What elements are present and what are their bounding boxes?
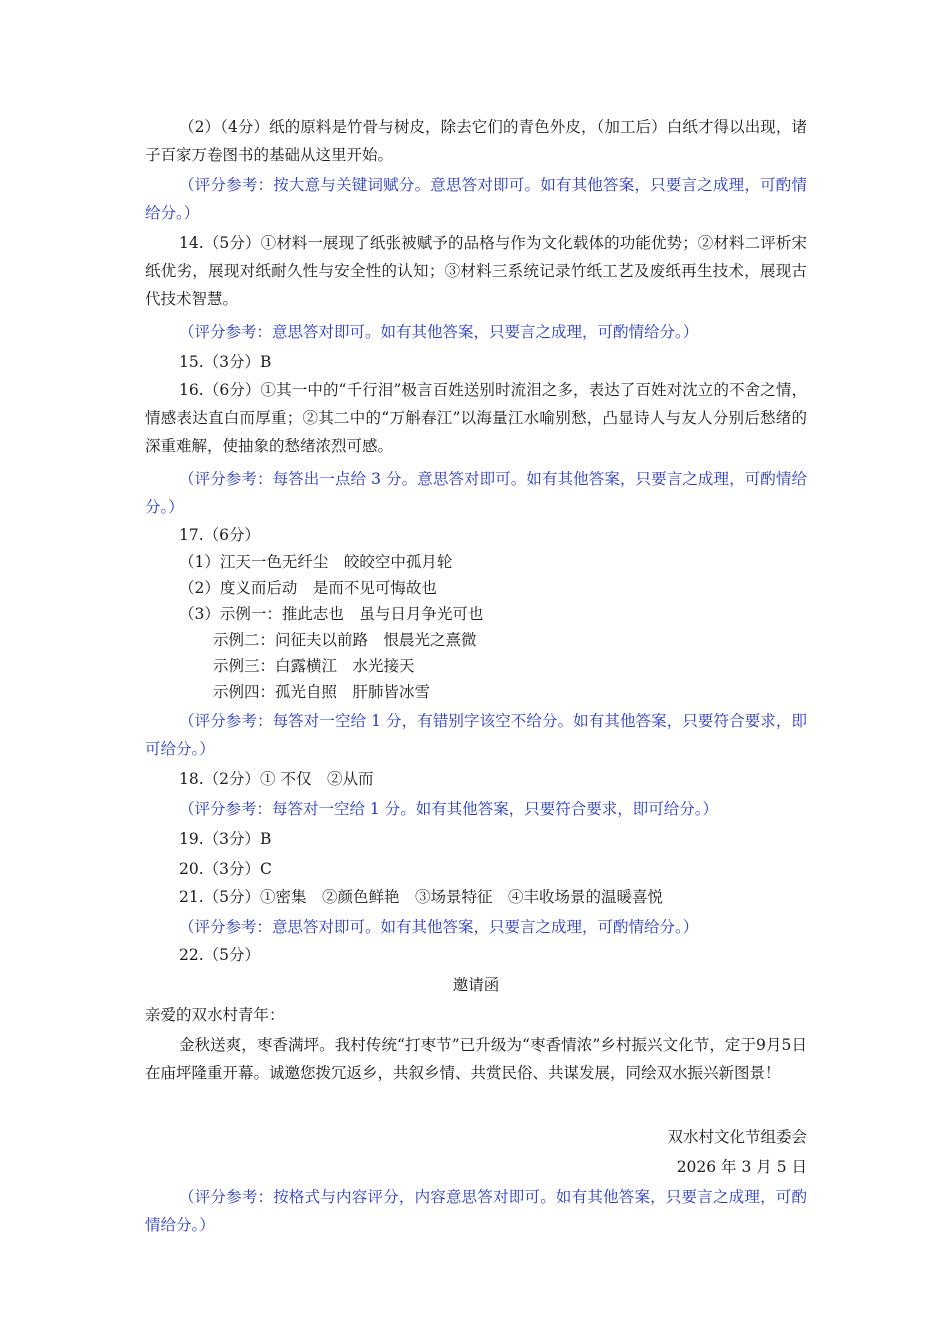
scoring-note-16: （评分参考：每答出一点给 3 分。意思答对即可。如有其他答案，只要言之成理，可酌情给分。） <box>145 470 807 516</box>
answer-17-example-2: 示例二：问征夫以前路 恨晨光之熹微 <box>213 631 477 649</box>
letter-date: 2026 年 3 月 5 日 <box>676 1158 807 1176</box>
scoring-note-14: （评分参考：意思答对即可。如有其他答案，只要言之成理，可酌情给分。） <box>179 323 699 341</box>
answer-17-example-3: 示例三：白露横江 水光接天 <box>213 657 415 675</box>
scoring-note-18: （评分参考：每答对一空给 1 分。如有其他答案，只要符合要求，即可给分。） <box>179 800 718 818</box>
answer-13-2: （2）（4分）纸的原料是竹骨与树皮，除去它们的青色外皮，（加工后）白纸才得以出现，诸子百家万卷图书的基础从这里开始。 <box>145 118 807 164</box>
letter-body: 金秋送爽，枣香满坪。我村传统“打枣节”已升级为“枣香情浓”乡村振兴文化节，定于9月5日在庙坪隆重开幕。诚邀您拨冗返乡，共叙乡情、共赏民俗、共谋发展，同绘双水振兴新图景！ <box>145 1036 807 1082</box>
answer-16: 16.（6分）①其一中的“千行泪”极言百姓送别时流泪之多，表达了百姓对沈立的不舍之情，情感表达直白而厚重；②其二中的“万斛春江”以海量江水喻别愁，凸显诗人与友人分别后愁绪的深重难解，使抽象的愁绪浓烈可感。 <box>145 381 807 455</box>
letter-salutation: 亲爱的双水村青年： <box>145 1006 285 1024</box>
answer-22: 22.（5分） <box>179 946 261 964</box>
letter-title: 邀请函 <box>452 976 500 994</box>
answer-17-2: （2）度义而后动 是而不见可悔故也 <box>179 579 437 597</box>
letter-sender: 双水村文化节组委会 <box>667 1128 807 1146</box>
scoring-note-22: （评分参考：按格式与内容评分，内容意思答对即可。如有其他答案，只要言之成理，可酌情给分。） <box>145 1188 807 1234</box>
scoring-note-21: （评分参考：意思答对即可。如有其他答案，只要言之成理，可酌情给分。） <box>179 918 699 936</box>
answer-17: 17.（6分） <box>179 526 261 544</box>
answer-17-1: （1）江天一色无纤尘 皎皎空中孤月轮 <box>179 553 453 571</box>
scoring-note-13-2: （评分参考：按大意与关键词赋分。意思答对即可。如有其他答案，只要言之成理，可酌情给分。） <box>145 176 807 222</box>
answer-15: 15.（3分）B <box>179 353 272 371</box>
scoring-note-17: （评分参考：每答对一空给 1 分，有错别字该空不给分。如有其他答案，只要符合要求，即可给分。） <box>145 712 807 758</box>
answer-17-example-4: 示例四：孤光自照 肝肺皆冰雪 <box>213 683 431 701</box>
answer-14: 14.（5分）①材料一展现了纸张被赋予的品格与作为文化载体的功能优势；②材料二评析宋纸优劣，展现对纸耐久性与安全性的认知；③材料三系统记录竹纸工艺及废纸再生技术，展现古代技术智慧。 <box>145 234 807 308</box>
answer-20: 20.（3分）C <box>179 860 272 878</box>
answer-19: 19.（3分）B <box>179 830 272 848</box>
answer-18: 18.（2分）① 不仅 ②从而 <box>179 770 374 788</box>
answer-21: 21.（5分）①密集 ②颜色鲜艳 ③场景特征 ④丰收场景的温暖喜悦 <box>179 888 664 906</box>
answer-key-page <box>145 113 807 1239</box>
answer-17-3: （3）示例一：推此志也 虽与日月争光可也 <box>179 605 484 623</box>
